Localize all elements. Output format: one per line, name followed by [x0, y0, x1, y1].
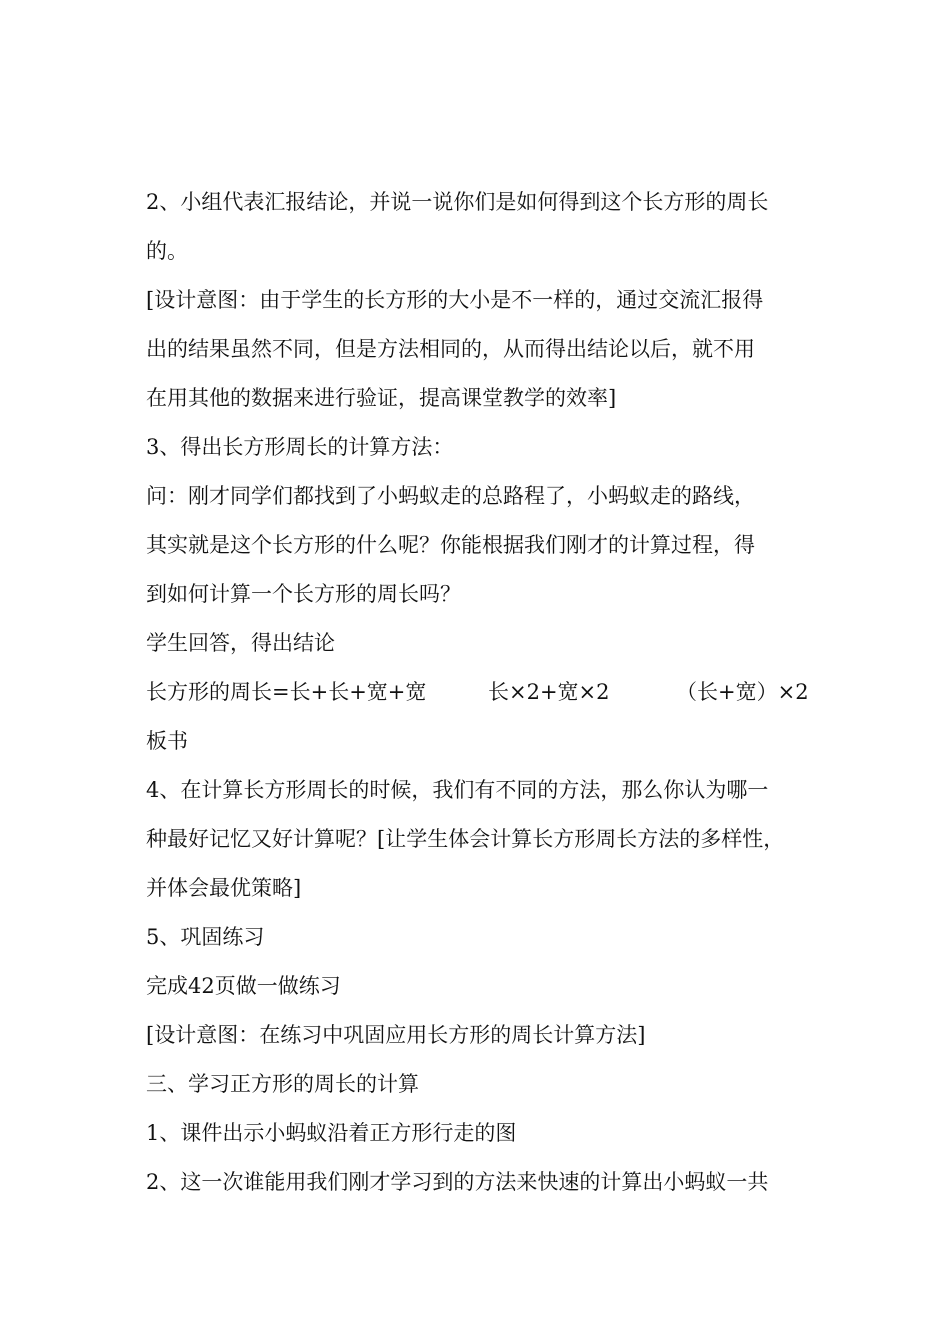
paragraph-line: 在用其他的数据来进行验证，提高课堂教学的效率] [146, 385, 617, 410]
paragraph-line: 种最好记忆又好计算呢？[让学生体会计算长方形周长方法的多样性， [146, 826, 785, 851]
paragraph-line: 3、得出长方形周长的计算方法： [146, 434, 454, 459]
paragraph-line: 出的结果虽然不同，但是方法相同的，从而得出结论以后，就不用 [146, 336, 755, 361]
formula-sum: 长方形的周长=长+长+宽+宽 [146, 679, 427, 704]
paragraph-line: 板书 [146, 728, 188, 753]
paragraph-line: 4、在计算长方形周长的时候，我们有不同的方法，那么你认为哪一 [146, 777, 769, 802]
paragraph-line: 到如何计算一个长方形的周长吗？ [146, 581, 461, 606]
paragraph-line: 完成42页做一做练习 [146, 973, 341, 998]
formula-double: 长×2+宽×2 [488, 679, 610, 704]
paragraph-line: [设计意图：由于学生的长方形的大小是不一样的，通过交流汇报得 [146, 287, 764, 312]
paragraph-line: 问：刚才同学们都找到了小蚂蚁走的总路程了，小蚂蚁走的路线， [146, 483, 755, 508]
paragraph-line: 1、课件出示小蚂蚁沿着正方形行走的图 [146, 1120, 517, 1145]
paragraph-line: 2、这一次谁能用我们刚才学习到的方法来快速的计算出小蚂蚁一共 [146, 1169, 769, 1194]
paragraph-line: 2、小组代表汇报结论，并说一说你们是如何得到这个长方形的周长 [146, 190, 769, 214]
paragraph-line: 学生回答，得出结论 [146, 630, 335, 655]
paragraph-line: [设计意图：在练习中巩固应用长方形的周长计算方法] [146, 1022, 646, 1047]
paragraph-line: 5、巩固练习 [146, 924, 265, 949]
paragraph-line: 的。 [146, 238, 188, 263]
document-body [146, 184, 816, 1213]
paragraph-line: 其实就是这个长方形的什么呢？你能根据我们刚才的计算过程，得 [146, 532, 755, 557]
formula-grouped: （长+宽）×2 [676, 679, 809, 704]
section-heading: 三、学习正方形的周长的计算 [146, 1071, 419, 1096]
perimeter-formula-line [146, 674, 816, 711]
paragraph-line: 并体会最优策略] [146, 875, 302, 900]
